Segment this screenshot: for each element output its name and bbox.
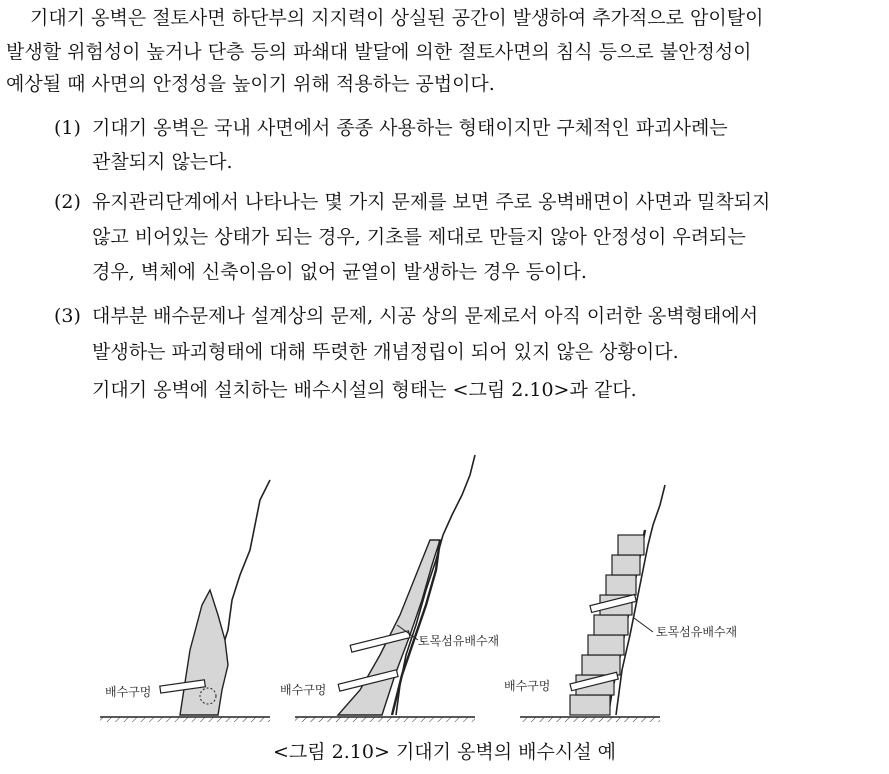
item-2-line-3: 경우, 벽체에 신축이음이 없어 균열이 발생하는 경우 등이다. bbox=[92, 261, 587, 283]
geotextile-label-1: 토목섬유배수재 bbox=[418, 634, 500, 648]
item-3-line-2: 발생하는 파괴형태에 대해 뚜렷한 개념정립이 되어 있지 않은 상황이다. bbox=[92, 341, 679, 363]
closing-line: 기대기 옹벽에 설치하는 배수시설의 형태는 <그림 2.10>과 같다. bbox=[92, 379, 637, 401]
item-3-line-1: 대부분 배수문제나 설계상의 문제, 시공 상의 문제로서 아직 이러한 옹벽형태에서 bbox=[92, 305, 759, 327]
geotextile-label-2: 토목섬유배수재 bbox=[656, 625, 738, 639]
figure-caption: <그림 2.10> 기대기 옹벽의 배수시설 예 bbox=[273, 741, 616, 763]
wall-panel-2 bbox=[280, 455, 499, 722]
drain-hole-label-2: 배수구멍 bbox=[280, 683, 327, 697]
wall-body-1 bbox=[180, 590, 228, 715]
item-1-line-2: 관찰되지 않는다. bbox=[92, 151, 233, 173]
item-2-line-2: 않고 비어있는 상태가 되는 경우, 기초를 제대로 만들지 않아 안정성이 우려되는 bbox=[92, 226, 746, 248]
wall-panel-3 bbox=[504, 485, 737, 722]
item-2-number: (2) bbox=[54, 191, 81, 213]
wall-body-2 bbox=[338, 540, 440, 715]
intro-line-2: 발생할 위험성이 높거나 단층 등의 파쇄대 발달에 의한 절토사면의 침식 등으로 불안정성이 bbox=[6, 41, 752, 63]
drain-hole-label-1: 배수구멍 bbox=[105, 685, 152, 699]
intro-line-3: 예상될 때 사면의 안정성을 높이기 위해 적용하는 공법이다. bbox=[6, 73, 495, 95]
item-1-line-1: 기대기 옹벽은 국내 사면에서 종종 사용하는 형태이지만 구체적인 파괴사례는 bbox=[92, 117, 728, 139]
intro-line-1: 기대기 옹벽은 절토사면 하단부의 지지력이 상실된 공간이 발생하여 추가적으로 암이탈이 bbox=[30, 7, 764, 29]
item-3-number: (3) bbox=[54, 305, 81, 327]
drain-hole-label-3: 배수구멍 bbox=[504, 679, 551, 693]
wall-panel-1 bbox=[100, 480, 270, 722]
retaining-wall-drainage-figure bbox=[100, 440, 800, 725]
item-1-number: (1) bbox=[54, 117, 81, 139]
item-2-line-1: 유지관리단계에서 나타나는 몇 가지 문제를 보면 주로 옹벽배면이 사면과 밀착되지 bbox=[92, 191, 771, 213]
slope-profile-2 bbox=[396, 455, 475, 715]
